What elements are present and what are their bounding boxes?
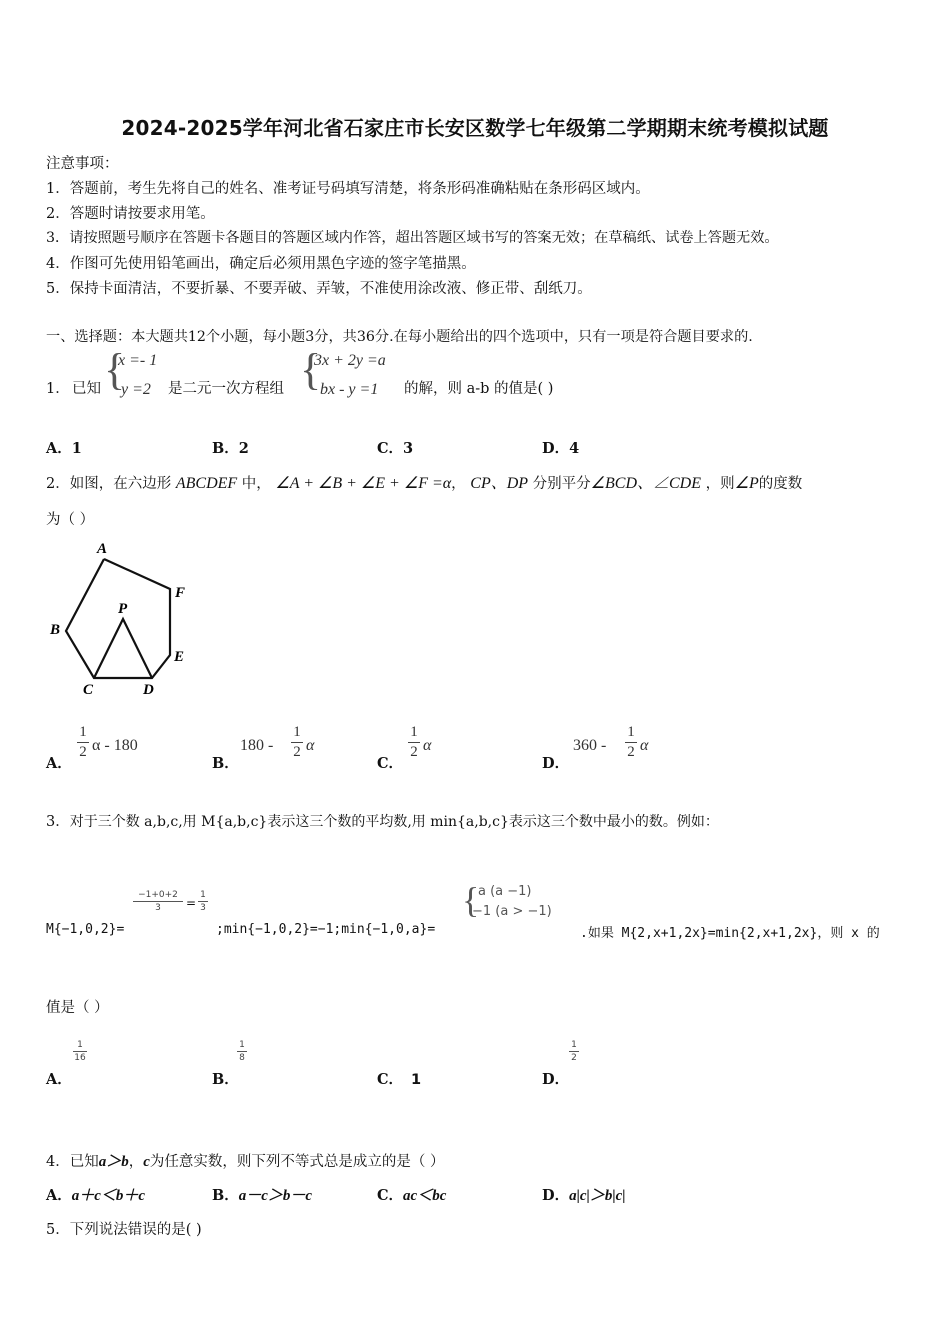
q1-option-d-text: 4 <box>569 440 580 457</box>
q1-option-b-label: B． <box>212 440 239 457</box>
q1-option-a-text: 1 <box>71 440 82 457</box>
q3-number: 3． <box>46 814 70 830</box>
q4-option-b[interactable] <box>212 1184 312 1205</box>
q3-case-brace: { <box>462 880 480 920</box>
question-1-mid: 是二元一次方程组 <box>168 381 284 397</box>
question-3-line2: 值是（ ） <box>46 1000 109 1016</box>
q2-option-a[interactable] <box>46 752 72 773</box>
vertex-c: C <box>83 682 94 698</box>
question-1-pre: 已知 <box>72 381 101 397</box>
q2-option-d-fraction <box>625 724 637 761</box>
q2-angle-sum: ∠A + ∠B + ∠E + ∠F =α <box>275 475 452 492</box>
q2-option-d-prefix: 360 - <box>573 737 607 754</box>
q3-frac-num: −1+0+2 <box>138 890 178 900</box>
q4-t2: ， <box>128 1154 144 1170</box>
q3-option-c-text: 1 <box>411 1072 422 1088</box>
q3-option-a-label: A． <box>46 1071 72 1088</box>
q2-option-a-fraction <box>77 724 89 761</box>
q3-b-num: 1 <box>239 1040 245 1050</box>
q4-option-a-label: A． <box>46 1187 72 1204</box>
q3-res-num: 1 <box>200 890 206 900</box>
q2-t5: ，则 <box>705 476 735 492</box>
notice-item-2: 2．答题时请按要求用笔。 <box>46 206 215 222</box>
question-2-line2: 为（ ） <box>46 512 95 528</box>
q1-option-c[interactable] <box>377 437 413 458</box>
q1-option-a[interactable] <box>46 437 82 458</box>
q2-option-b[interactable] <box>212 752 239 773</box>
q2-option-b-prefix: 180 - <box>240 737 274 754</box>
q3-case-2: −1 (a > −1) <box>472 904 552 919</box>
question-4-line <box>46 1150 445 1171</box>
q3-option-c-label: C． <box>377 1071 404 1088</box>
q2-number: 2． <box>46 476 70 492</box>
q2-cp-dp: CP、DP <box>470 475 529 492</box>
q2-option-c-fraction <box>408 724 420 761</box>
vertex-f: F <box>175 585 186 601</box>
q1-system2-eq1: 3x + 2y =a <box>314 352 386 369</box>
question-2-line1 <box>46 470 802 493</box>
q4-t3: 为任意实数，则下列不等式总是成立的是（ ） <box>149 1154 445 1170</box>
notice-item-5: 5．保持卡面清洁，不要折暴、不要弄破、弄皱，不准使用涂改液、修正带、刮纸刀。 <box>46 281 592 297</box>
q2-option-d[interactable] <box>542 752 569 773</box>
q3-tail: .如果 M{2,x+1,2x}=min{2,x+1,2x}，则 x 的 <box>580 926 880 941</box>
q4-option-d-text: a|c|＞b|c| <box>569 1188 626 1204</box>
q3-option-d-label: D． <box>542 1071 570 1088</box>
q1-option-d[interactable] <box>542 437 579 458</box>
q4-option-d-label: D． <box>542 1187 570 1204</box>
notice-item-3: 3．请按照题号顺序在答题卡各题目的答题区域内作答，超出答题区域书写的答案无效；在草稿纸、试卷上答题无效。 <box>46 230 779 246</box>
notice-heading: 注意事项： <box>46 156 119 172</box>
q1-system2-eq2: bx - y =1 <box>320 381 379 398</box>
angle-p-lines <box>94 619 152 678</box>
q3-option-a[interactable] <box>46 1068 72 1089</box>
q3-d-den: 2 <box>571 1053 577 1063</box>
q4-option-a[interactable] <box>46 1184 145 1205</box>
q2-option-d-label: D． <box>542 755 570 772</box>
q2-a-num: 1 <box>79 724 87 740</box>
q4-c: c <box>143 1154 150 1170</box>
q4-option-c[interactable] <box>377 1184 446 1205</box>
q3-option-b[interactable] <box>212 1068 239 1089</box>
q2-option-d-suffix: α <box>640 737 649 754</box>
q1-option-d-label: D． <box>542 440 570 457</box>
question-5-line <box>46 1218 202 1239</box>
q4-option-a-text: a＋c＜b＋c <box>71 1188 146 1204</box>
q2-b-den: 2 <box>293 744 301 760</box>
q3-option-c[interactable] <box>377 1068 421 1089</box>
q4-option-b-label: B． <box>212 1187 239 1204</box>
q1-option-c-text: 3 <box>403 440 414 457</box>
q2-option-a-label: A． <box>46 755 72 772</box>
q3-option-b-label: B． <box>212 1071 239 1088</box>
q1-system1-eq2: y =2 <box>121 381 151 398</box>
q3-option-b-fraction <box>237 1040 247 1063</box>
question-1-post: 的解，则 a-b 的值是( ) <box>404 381 554 397</box>
q4-option-d[interactable] <box>542 1184 626 1205</box>
q3-case-1: a (a −1) <box>478 884 532 899</box>
q3-option-d[interactable] <box>542 1068 569 1089</box>
q4-a-gt-b: a＞b <box>98 1154 129 1170</box>
q3-d-num: 1 <box>571 1040 577 1050</box>
notice-item-4: 4．作图可先使用铅笔画出，确定后必须用黑色字迹的签字笔描黑。 <box>46 256 476 272</box>
q2-hexagon: ABCDEF <box>175 475 238 492</box>
q5-text: 下列说法错误的是( ) <box>69 1222 202 1238</box>
q3-m-expr: M{−1,0,2}= <box>46 922 125 937</box>
q2-c-den: 2 <box>410 744 418 760</box>
q2-option-c-suffix: α <box>423 737 432 754</box>
q4-option-b-text: a－c＞b－c <box>238 1188 313 1204</box>
q1-system2-brace: { <box>300 345 322 394</box>
q2-option-b-label: B． <box>212 755 239 772</box>
q2-angle-p: ∠P <box>734 475 759 492</box>
q3-result-fraction <box>198 890 208 913</box>
page-title: 2024-2025学年河北省石家庄市长安区数学七年级第二学期期末统考模拟试题 <box>121 116 829 140</box>
notice-item-1: 1．答题前，考生先将自己的姓名、准考证号码填写清楚，将条形码准确粘贴在条形码区域内。 <box>46 181 650 197</box>
q2-b-num: 1 <box>293 724 301 740</box>
vertex-b: B <box>50 622 61 638</box>
q2-d-den: 2 <box>627 744 635 760</box>
q1-option-b[interactable] <box>212 437 249 458</box>
q2-t4: 分别平分 <box>532 476 591 492</box>
q2-c-num: 1 <box>410 724 418 740</box>
q1-option-b-text: 2 <box>238 440 249 457</box>
q2-option-c-label: C． <box>377 755 404 772</box>
q1-option-a-label: A． <box>46 440 72 457</box>
q3-option-d-fraction <box>569 1040 579 1063</box>
q5-number: 5． <box>46 1222 70 1238</box>
q4-option-c-text: ac＜bc <box>403 1188 447 1204</box>
q4-option-c-label: C． <box>377 1187 404 1204</box>
q4-t1: 已知 <box>69 1154 99 1170</box>
q2-bisected-angles: ∠BCD、∠CDE <box>590 475 702 492</box>
q1-system1-brace: { <box>104 345 126 394</box>
vertex-p: P <box>118 601 128 617</box>
section-heading: 一、选择题：本大题共12个小题，每小题3分，共36分.在每小题给出的四个选项中，只有一项是符合题目要求的. <box>46 329 753 345</box>
q3-a-den: 16 <box>74 1053 86 1063</box>
vertex-a: A <box>97 541 108 557</box>
q3-res-den: 3 <box>200 903 206 913</box>
q2-option-c[interactable] <box>377 752 403 773</box>
q3-eq: = <box>186 896 197 910</box>
q2-t1: 如图，在六边形 <box>69 476 172 492</box>
q2-option-b-fraction <box>291 724 303 761</box>
q3-text: 对于三个数 a,b,c,用 M{a,b,c}表示这三个数的平均数,用 min{a,b,c}表示这三个数中最小的数。例如： <box>69 814 719 830</box>
q2-t6: 的度数 <box>758 476 803 492</box>
q1-system1-eq1: x =- 1 <box>118 352 158 369</box>
q3-a-num: 1 <box>77 1040 83 1050</box>
hexagon-outline <box>66 559 170 678</box>
q4-number: 4． <box>46 1154 70 1170</box>
question-1-number: 1． <box>46 381 70 397</box>
q3-b-den: 8 <box>239 1053 245 1063</box>
q2-option-a-suffix: α - 180 <box>92 737 138 754</box>
question-3-line1 <box>46 810 719 831</box>
vertex-e: E <box>174 649 185 665</box>
q3-avg-fraction <box>133 890 183 913</box>
q1-option-c-label: C． <box>377 440 404 457</box>
q2-t2: 中， <box>241 476 271 492</box>
q2-a-den: 2 <box>79 744 87 760</box>
q2-d-num: 1 <box>627 724 635 740</box>
q3-min-expr: ;min{−1,0,2}=−1;min{−1,0,a}= <box>216 922 436 937</box>
q2-option-b-suffix: α <box>306 737 315 754</box>
vertex-d: D <box>143 682 154 698</box>
q2-t3: ， <box>451 476 466 492</box>
q3-option-a-fraction <box>73 1040 87 1063</box>
q3-frac-den: 3 <box>155 903 161 913</box>
hexagon-figure <box>40 535 210 705</box>
